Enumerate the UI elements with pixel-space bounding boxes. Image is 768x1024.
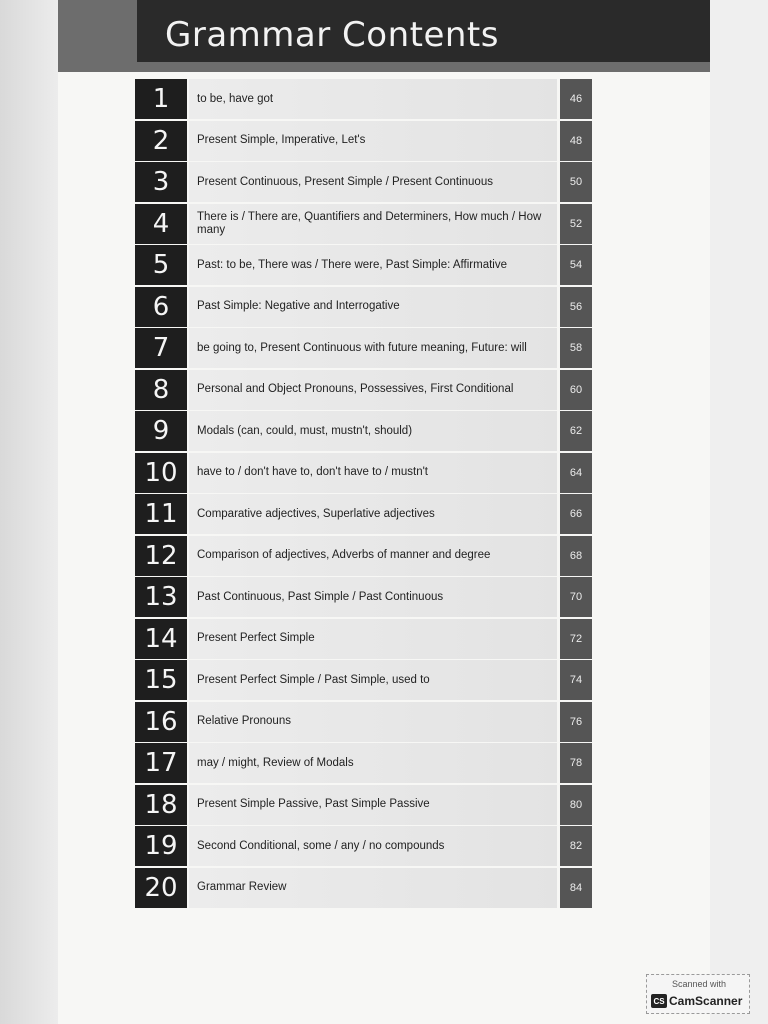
unit-description-box [189, 826, 557, 866]
contents-row [135, 121, 593, 161]
unit-description-box [189, 619, 557, 659]
unit-number: 4 [135, 204, 187, 244]
unit-number: 2 [135, 121, 187, 161]
unit-description: to be, have got [197, 92, 274, 105]
unit-page-number: 54 [560, 245, 592, 285]
unit-page-number: 80 [560, 785, 592, 825]
unit-description: Past Continuous, Past Simple / Past Continuous [197, 590, 444, 603]
unit-page-number: 52 [560, 204, 592, 244]
contents-row [135, 868, 593, 908]
contents-row [135, 204, 593, 244]
unit-description: Past: to be, There was / There were, Past Simple: Affirmative [197, 258, 508, 271]
contents-row [135, 577, 593, 617]
unit-description: Present Simple Passive, Past Simple Passive [197, 798, 430, 810]
contents-row [135, 494, 593, 534]
unit-page-number: 64 [560, 453, 592, 493]
unit-number: 6 [135, 287, 187, 327]
unit-description-box [189, 411, 557, 451]
unit-number: 5 [135, 245, 187, 285]
unit-number: 14 [135, 619, 187, 659]
unit-description-box [189, 162, 557, 202]
unit-page-number: 68 [560, 536, 592, 576]
unit-description-box [189, 121, 557, 161]
unit-description-box [189, 204, 557, 244]
unit-description-box [189, 660, 557, 700]
unit-number: 8 [135, 370, 187, 410]
unit-description-box [189, 577, 557, 617]
unit-description: be going to, Present Continuous with future meaning, Future: will [197, 341, 527, 354]
unit-number: 10 [135, 453, 187, 493]
unit-description: There is / There are, Quantifiers and Determiners, How much / How many [197, 210, 542, 236]
unit-page-number: 50 [560, 162, 592, 202]
contents-row [135, 453, 593, 493]
unit-number: 3 [135, 162, 187, 202]
unit-number: 11 [135, 494, 187, 534]
contents-row [135, 162, 593, 202]
unit-number: 18 [135, 785, 187, 825]
unit-number: 20 [135, 868, 187, 908]
unit-description-box [189, 536, 557, 576]
contents-row [135, 245, 593, 285]
unit-page-number: 46 [560, 79, 592, 119]
unit-description-box [189, 245, 557, 285]
contents-row [135, 370, 593, 410]
contents-row [135, 660, 593, 700]
unit-description-box [189, 370, 557, 410]
contents-row [135, 743, 593, 783]
unit-description: have to / don't have to, don't have to / mustn't [197, 466, 428, 478]
watermark-caption: Scanned with [671, 979, 727, 989]
unit-description: Present Continuous, Present Simple / Present Continuous [197, 175, 493, 188]
unit-number: 13 [135, 577, 187, 617]
contents-row [135, 287, 593, 327]
unit-description-box [189, 287, 557, 327]
unit-number: 7 [135, 328, 187, 368]
unit-number: 15 [135, 660, 187, 700]
unit-description: Comparison of adjectives, Adverbs of manner and degree [197, 549, 491, 561]
unit-description-box [189, 702, 557, 742]
contents-row [135, 702, 593, 742]
contents-row [135, 328, 593, 368]
unit-description: Second Conditional, some / any / no compounds [197, 839, 445, 852]
unit-description: Modals (can, could, must, mustn't, should) [197, 424, 413, 437]
unit-description: Relative Pronouns [197, 715, 291, 727]
contents-row [135, 785, 593, 825]
unit-description-box [189, 453, 557, 493]
unit-page-number: 66 [560, 494, 592, 534]
contents-row [135, 536, 593, 576]
unit-description-box [189, 785, 557, 825]
contents-row [135, 79, 593, 119]
unit-page-number: 78 [560, 743, 592, 783]
unit-page-number: 48 [560, 121, 592, 161]
unit-page-number: 62 [560, 411, 592, 451]
unit-description: Present Perfect Simple [197, 632, 315, 644]
unit-page-number: 60 [560, 370, 592, 410]
contents-row [135, 826, 593, 866]
camscanner-watermark [646, 974, 750, 1014]
page-gutter [0, 0, 58, 1024]
unit-page-number: 84 [560, 868, 592, 908]
unit-page-number: 76 [560, 702, 592, 742]
camscanner-logo-icon: CS [651, 994, 667, 1008]
unit-number: 19 [135, 826, 187, 866]
page-title: Grammar Contents [165, 15, 499, 55]
unit-page-number: 72 [560, 619, 592, 659]
unit-page-number: 74 [560, 660, 592, 700]
unit-description-box [189, 868, 557, 908]
unit-number: 9 [135, 411, 187, 451]
watermark-brand: CamScanner [669, 994, 743, 1008]
unit-description: Comparative adjectives, Superlative adjectives [197, 507, 435, 520]
unit-description-box [189, 494, 557, 534]
contents-row [135, 411, 593, 451]
unit-description-box [189, 743, 557, 783]
unit-number: 17 [135, 743, 187, 783]
unit-description: Past Simple: Negative and Interrogative [197, 300, 400, 312]
contents-row [135, 619, 593, 659]
unit-description: Grammar Review [197, 881, 287, 893]
unit-description: Present Perfect Simple / Past Simple, used to [197, 673, 430, 686]
unit-number: 1 [135, 79, 187, 119]
unit-description: Personal and Object Pronouns, Possessives, First Conditional [197, 383, 514, 395]
unit-description: may / might, Review of Modals [197, 756, 354, 769]
unit-description-box [189, 79, 557, 119]
unit-page-number: 70 [560, 577, 592, 617]
unit-number: 12 [135, 536, 187, 576]
unit-description: Present Simple, Imperative, Let's [197, 134, 366, 146]
unit-page-number: 82 [560, 826, 592, 866]
unit-description-box [189, 328, 557, 368]
unit-number: 16 [135, 702, 187, 742]
unit-page-number: 56 [560, 287, 592, 327]
unit-page-number: 58 [560, 328, 592, 368]
